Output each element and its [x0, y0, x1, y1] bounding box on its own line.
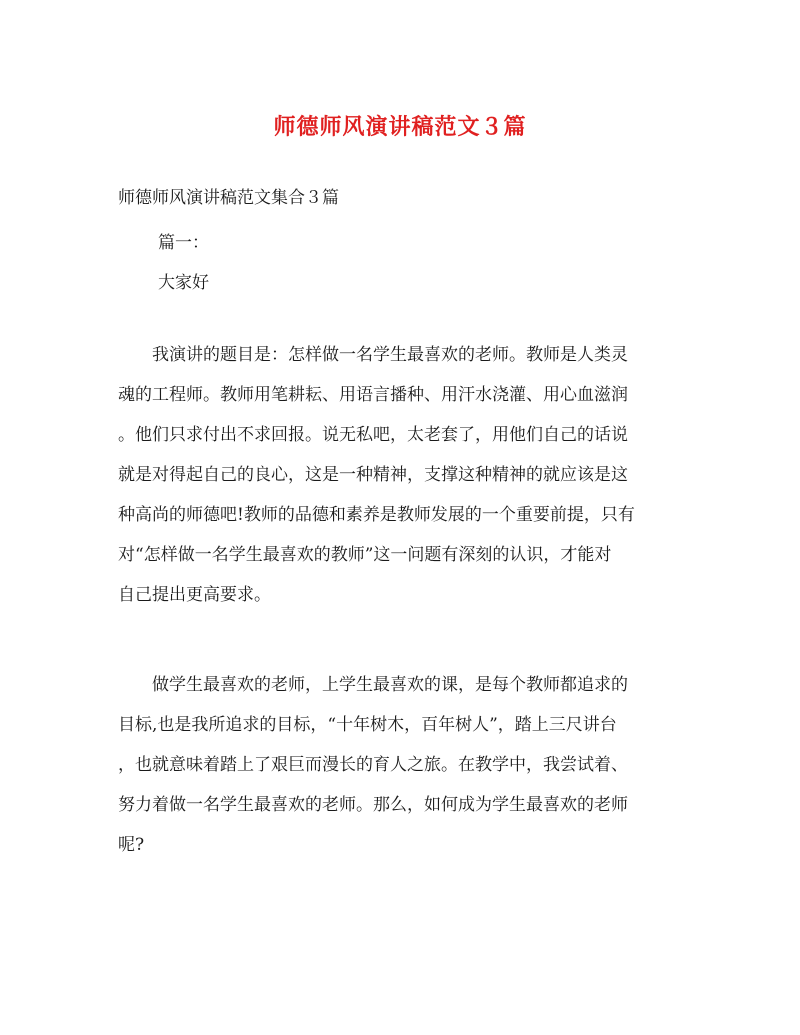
paragraph-2-line: 目标,也是我所追求的目标，“十年树木，百年树人”，踏上三尺讲台	[118, 715, 617, 735]
paragraph-1	[118, 335, 678, 615]
paragraph-2	[118, 665, 678, 865]
paragraph-2-line: 做学生最喜欢的老师，上学生最喜欢的课，是每个教师都追求的	[118, 675, 628, 695]
paragraph-2-line: ，也就意味着踏上了艰巨而漫长的育人之旅。在教学中，我尝试着、	[118, 755, 628, 775]
paragraph-2-line: 努力着做一名学生最喜欢的老师。那么，如何成为学生最喜欢的老师	[118, 795, 628, 815]
paragraph-1-line: 自己提出更高要求。	[118, 585, 271, 605]
paragraph-2-line: 呢?	[118, 835, 145, 855]
paragraph-1-line: 。他们只求付出不求回报。说无私吧，太老套了，用他们自己的话说	[118, 425, 628, 445]
paragraph-1-line: 对“怎样做一名学生最喜欢的教师”这一问题有深刻的认识，才能对	[118, 545, 612, 565]
section-heading: 篇一：	[158, 233, 209, 253]
document-title: 师德师风演讲稿范文３篇	[273, 114, 527, 140]
paragraph-1-line: 我演讲的题目是：怎样做一名学生最喜欢的老师。教师是人类灵	[118, 345, 628, 365]
paragraph-1-line: 就是对得起自己的良心，这是一种精神，支撑这种精神的就应该是这	[118, 465, 628, 485]
greeting-line: 大家好	[158, 273, 209, 293]
document-subtitle: 师德师风演讲稿范文集合３篇	[118, 188, 339, 208]
paragraph-1-line: 魂的工程师。教师用笔耕耘、用语言播种、用汗水浇灌、用心血滋润	[118, 385, 628, 405]
paragraph-1-line: 种高尚的师德吧!教师的品德和素养是教师发展的一个重要前提，只有	[118, 505, 635, 525]
